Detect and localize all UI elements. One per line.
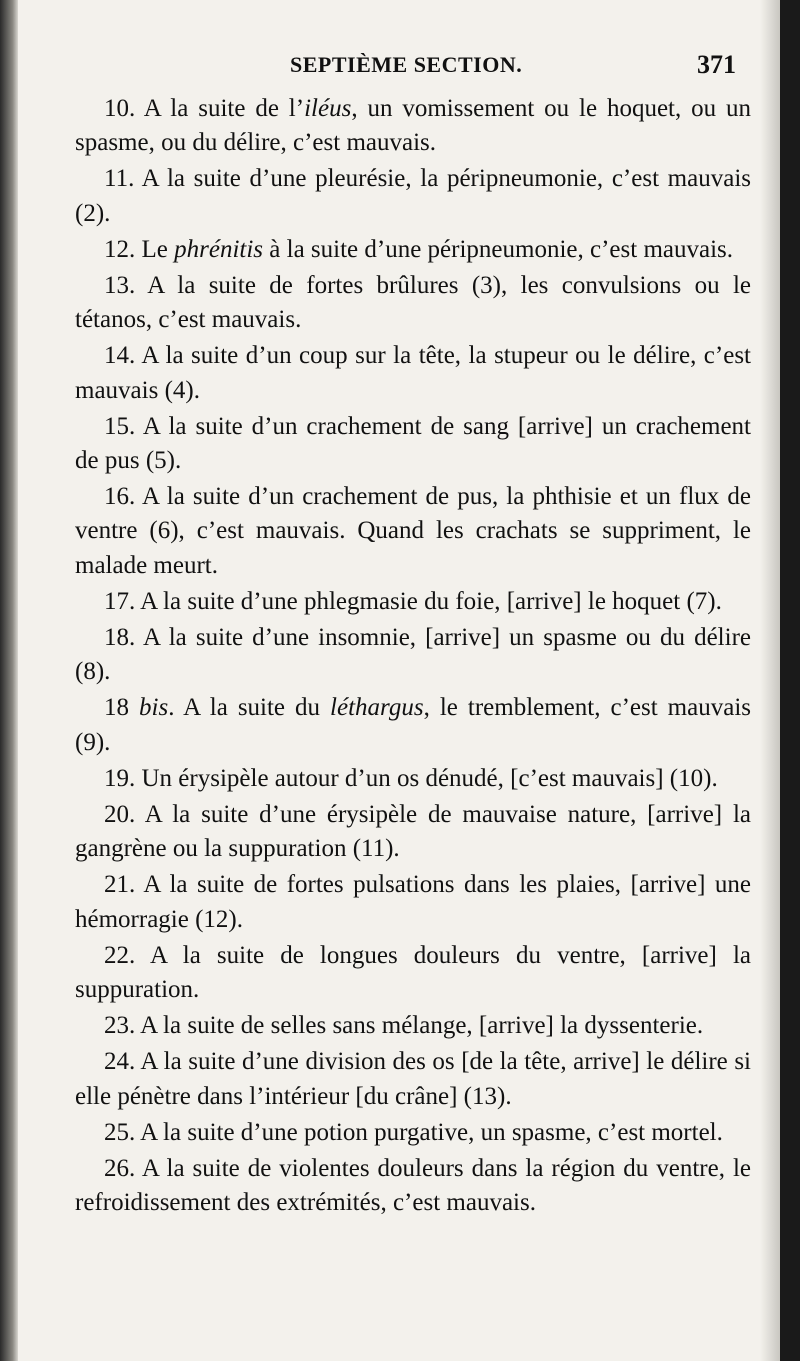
body-text [75,92,751,1221]
aphorism-25: 25. A la suite d’une potion purgative, un spasme, c’est mortel. [104,1118,723,1146]
aphorism-26: 26. A la suite de violentes douleurs dans la région du ventre, le refroidissement des extrémités, c’est mauvais. [75,1155,751,1217]
aphorism-21: 21. A la suite de fortes pulsations dans les plaies, [arrive] une hémorragie (12). [75,871,751,933]
aphorism-24: 24. A la suite d’une division des os [de la tête, arrive] le délire si elle pénètre dans l’intérieur [du crâne] (13). [75,1048,751,1110]
page-edge-shadow [760,0,780,1361]
aphorism-18: 18. A la suite d’une insomnie, [arrive] un spasme ou du délire (8). [75,624,751,686]
aphorism-23: 23. A la suite de selles sans mélange, [arrive] la dyssenterie. [104,1012,704,1040]
running-head: SEPTIÈME SECTION. [290,52,523,77]
aphorism-16: 16. A la suite d’un crachement de pus, la phthisie et un flux de ventre (6), c’est mauvais. Quand les crachats se suppriment, le malade meurt. [75,483,751,579]
aphorism-20: 20. A la suite d’une érysipèle de mauvaise nature, [arrive] la gangrène ou la suppuration (11). [75,801,751,863]
page-number: 371 [697,50,736,79]
aphorism-17: 17. A la suite d’une phlegmasie du foie, [arrive] le hoquet (7). [104,587,722,615]
aphorism-13: 13. A la suite de fortes brûlures (3), les convulsions ou le tétanos, c’est mauvais. [75,272,751,334]
aphorism-11: 11. A la suite d’une pleurésie, la péripneumonie, c’est mauvais (2). [75,165,751,227]
aphorism-12: 12. Le phrénitis à la suite d’une péripneumonie, c’est mauvais. [104,235,734,263]
aphorism-14: 14. A la suite d’un coup sur la tête, la stupeur ou le délire, c’est mauvais (4). [75,342,751,404]
page-header [18,50,780,90]
aphorism-22: 22. A la suite de longues douleurs du ventre, [arrive] la suppuration. [75,941,751,1004]
aphorism-10: 10. A la suite de l’iléus, un vomissement ou le hoquet, ou un spasme, ou du délire, c’est mauvais. [75,95,752,157]
book-spine-shadow [0,0,18,1361]
aphorism-15: 15. A la suite d’un crachement de sang [arrive] un crachement de pus (5). [75,412,751,475]
aphorism-19: 19. Un érysipèle autour d’un os dénudé, [c’est mauvais] (10). [104,764,718,792]
book-page [18,0,780,1361]
aphorism-18-bis: 18 bis. A la suite du léthargus, le tremblement, c’est mauvais (9). [75,694,751,756]
